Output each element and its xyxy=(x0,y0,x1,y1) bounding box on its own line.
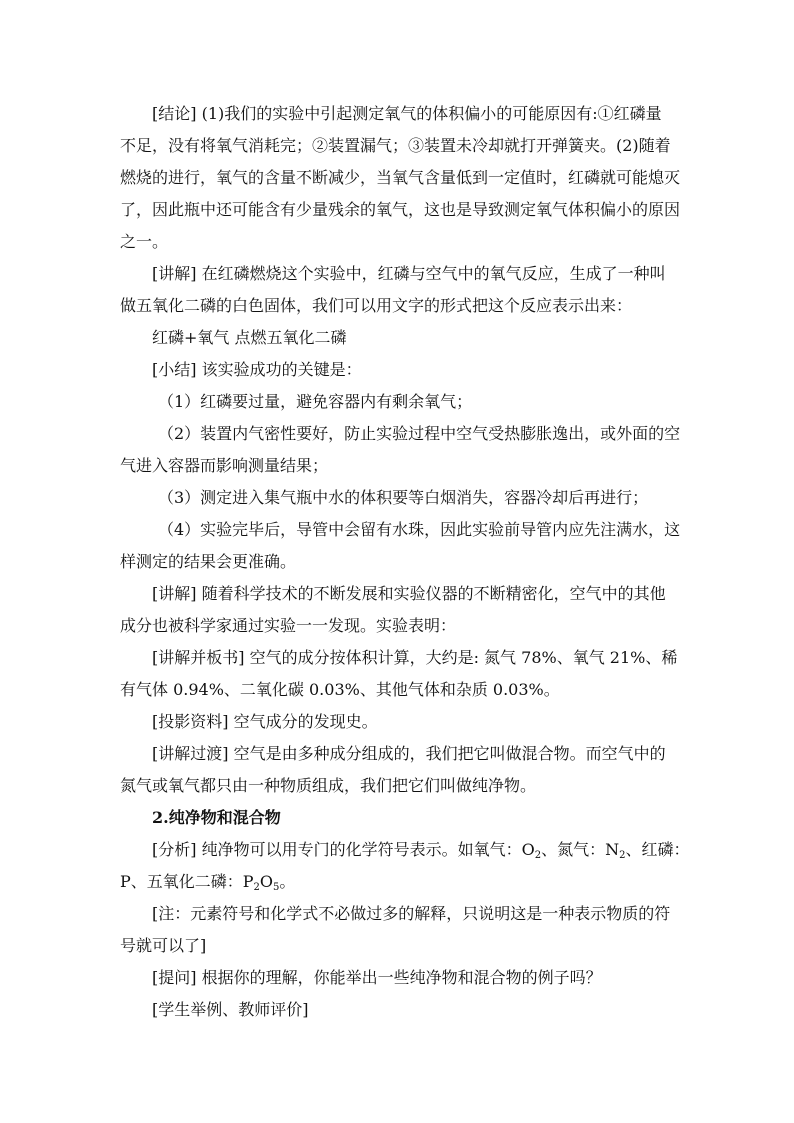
word-equation: 红磷+氧气 点燃五氧化二磷 xyxy=(152,328,347,347)
conclusion-line-4: 了，因此瓶中还可能含有少量残余的氧气，这也是导致测定氧气体积偏小的原因 xyxy=(120,200,681,219)
note-line-2: 号就可以了] xyxy=(120,936,207,955)
conclusion-line-2: 不足，没有将氧气消耗完；②装置漏气；③装置未冷却就打开弹簧夹。(2)随着 xyxy=(120,136,671,155)
projection-material: [投影资料] 空气成分的发现史。 xyxy=(152,712,378,731)
summary-item-4-line-1: （4）实验完毕后，导管中会留有水珠，因此实验前导管内应先注满水，这 xyxy=(158,520,681,539)
analysis-text-e: 。 xyxy=(279,872,296,891)
conclusion-line-3: 燃烧的进行，氧气的含量不断减少，当氧气含量低到一定值时，红磷就可能熄灭 xyxy=(120,168,681,187)
section-heading: 2.纯净物和混合物 xyxy=(152,808,281,827)
summary-item-1: （1）红磷要过量，避免容器内有剩余氧气； xyxy=(158,392,473,411)
question-line: [提问] 根据你的理解，你能举出一些纯净物和混合物的例子吗？ xyxy=(152,968,602,987)
explanation2-line-1: [讲解] 随着科学技术的不断发展和实验仪器的不断精密化，空气中的其他 xyxy=(152,584,666,603)
transition-line-2: 氮气或氧气都只由一种物质组成，我们把它们叫做纯净物。 xyxy=(120,776,537,795)
formula-nitrogen: $N_2$ xyxy=(605,840,626,861)
conclusion-line-5: 之一。 xyxy=(120,232,169,251)
analysis-line-2 xyxy=(120,866,680,898)
summary-item-3: （3）测定进入集气瓶中水的体积要等白烟消失，容器冷却后再进行； xyxy=(158,488,649,507)
analysis-text-b: 、氮气： xyxy=(541,840,606,859)
formula-oxygen: $O_2$ xyxy=(521,840,542,861)
student-examples-line: [学生举例、教师评价] xyxy=(152,1000,309,1019)
analysis-text-d: P、五氧化二磷： xyxy=(120,872,243,891)
explanation-line-1: [讲解] 在红磷燃烧这个实验中，红磷与空气中的氧气反应，生成了一种叫 xyxy=(152,264,666,283)
formula-p2o5: $P_2O_5$ xyxy=(242,872,280,893)
board-notes-line-2: 有气体 0.94%、二氧化碳 0.03%、其他气体和杂质 0.03%。 xyxy=(120,680,560,699)
note-line-1: [注：元素符号和化学式不必做过多的解释，只说明这是一种表示物质的符 xyxy=(152,904,671,923)
summary-item-4-line-2: 样测定的结果会更准确。 xyxy=(120,552,297,571)
explanation-line-2: 做五氧化二磷的白色固体，我们可以用文字的形式把这个反应表示出来： xyxy=(120,296,633,315)
summary-heading: [小结] 该实验成功的关键是： xyxy=(152,360,362,379)
analysis-line-1 xyxy=(152,834,690,866)
explanation2-line-2: 成分也被科学家通过实验一一发现。实验表明： xyxy=(120,616,457,635)
transition-line-1: [讲解过渡] 空气是由多种成分组成的，我们把它叫做混合物。而空气中的 xyxy=(152,744,666,763)
summary-item-2-line-2: 气进入容器而影响测量结果； xyxy=(120,456,329,475)
conclusion-line-1: [结论] (1)我们的实验中引起测定氧气的体积偏小的可能原因有:①红磷量 xyxy=(152,104,662,123)
analysis-text-c: 、红磷： xyxy=(625,840,690,859)
analysis-text-a: [分析] 纯净物可以用专门的化学符号表示。如氧气： xyxy=(152,840,522,859)
board-notes-line-1: [讲解并板书] 空气的成分按体积计算，大约是: 氮气 78%、氧气 21%、稀 xyxy=(152,648,678,667)
summary-item-2-line-1: （2）装置内气密性要好，防止实验过程中空气受热膨胀逸出，或外面的空 xyxy=(158,424,681,443)
